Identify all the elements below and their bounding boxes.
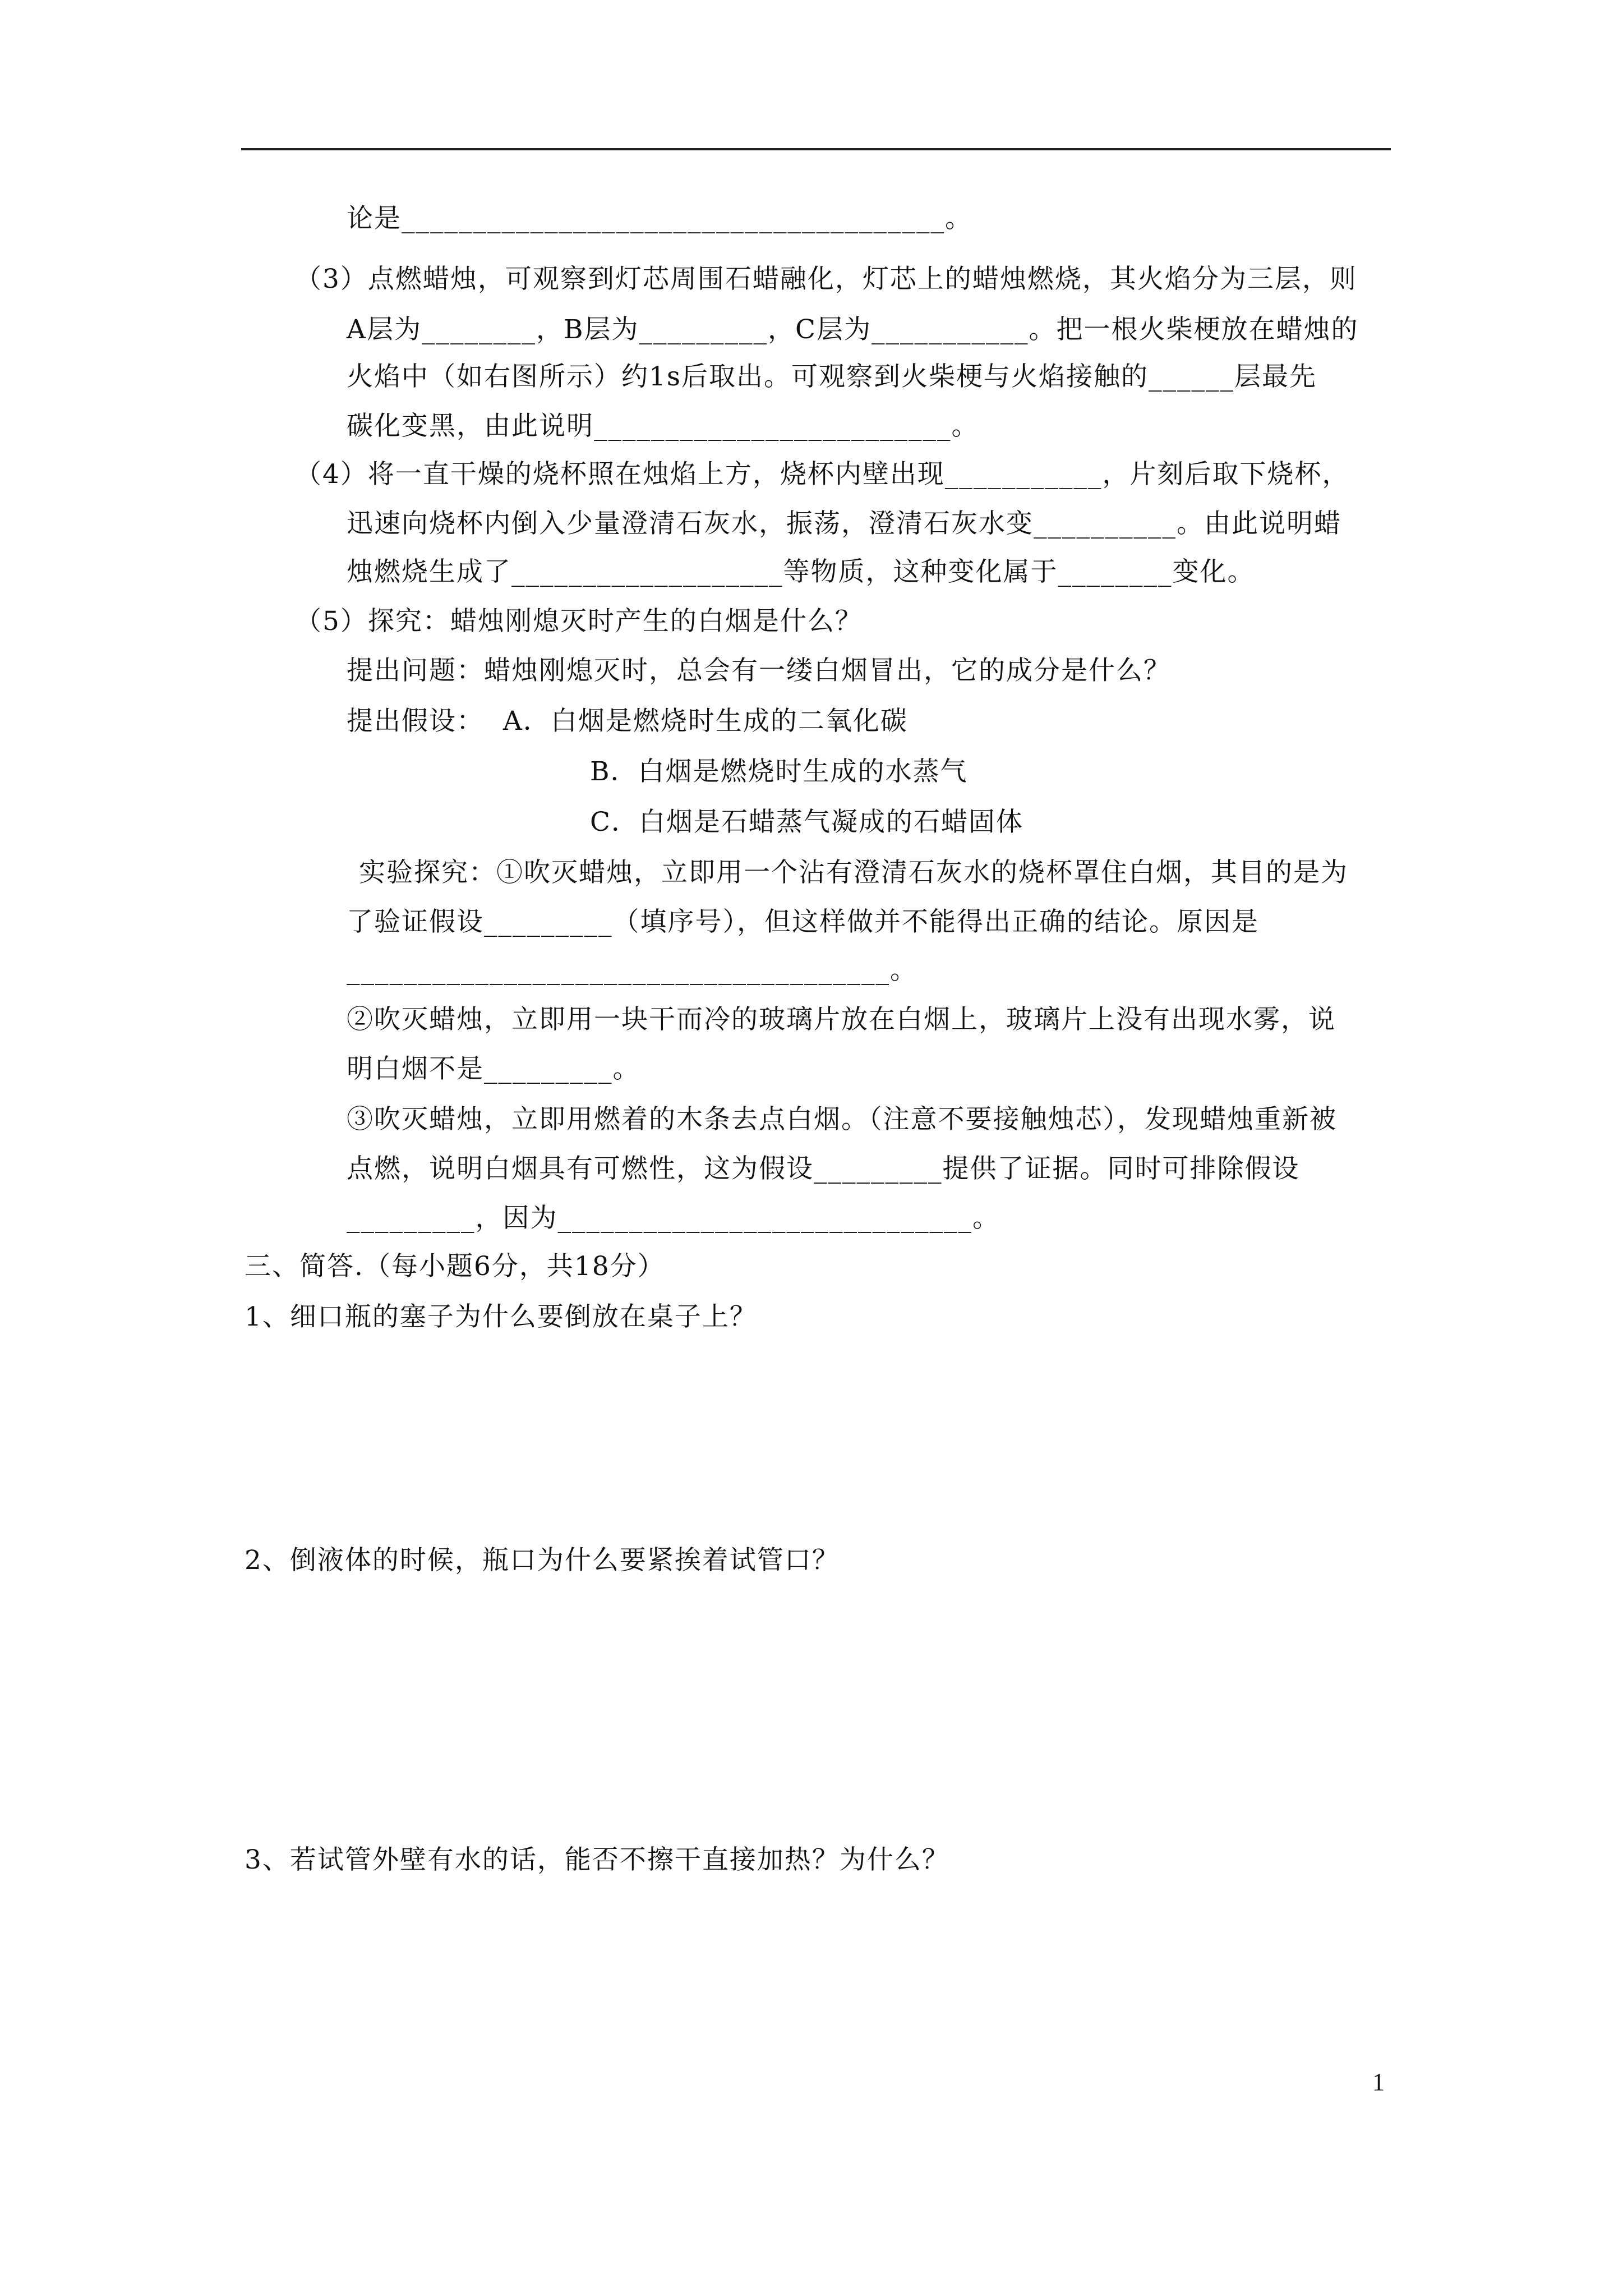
text-line: 烛燃烧生成了___________________等物质，这种变化属于________变化。 [347,556,1255,587]
text-line: 迅速向烧杯内倒入少量澄清石灰水，振荡，澄清石灰水变__________。由此说明蜡 [347,508,1341,539]
text-line: 了验证假设_________（填序号），但这样做并不能得出正确的结论。原因是 [347,907,1259,937]
text-line: （3）点燃蜡烛，可观察到灯芯周围石蜡融化，灯芯上的蜡烛燃烧，其火焰分为三层，则 [295,264,1357,295]
text-line: 火焰中（如右图所示）约1s后取出。可观察到火柴梗与火焰接触的______层最先 [347,361,1317,392]
text-line: 提出问题：蜡烛刚熄灭时，总会有一缕白烟冒出，它的成分是什么？ [347,655,1171,686]
question-2: 2、倒液体的时候，瓶口为什么要紧挨着试管口？ [245,1545,840,1576]
text-line: （4）将一直干燥的烧杯照在烛焰上方，烧杯内壁出现___________，片刻后取下烧杯， [295,459,1350,490]
text-line: A层为________，B层为_________，C层为___________。把一根火柴梗放在蜡烛的 [347,314,1359,345]
text-line: ③吹灭蜡烛，立即用燃着的木条去点白烟。（注意不要接触烛芯），发现蜡烛重新被 [347,1104,1337,1135]
question-3: 3、若试管外壁有水的话，能否不擦干直接加热？为什么？ [245,1844,949,1875]
text-line: 碳化变黑，由此说明_________________________。 [347,411,979,441]
question-1: 1、细口瓶的塞子为什么要倒放在桌子上？ [245,1301,757,1332]
text-line: 点燃，说明白烟具有可燃性，这为假设_________提供了证据。同时可排除假设 [347,1153,1300,1184]
text-line: ______________________________________。 [347,955,917,986]
header-rule [241,148,1391,150]
text-line: （5）探究：蜡烛刚熄灭时产生的白烟是什么？ [295,606,863,637]
section-heading: 三、简答.（每小题6分，共18分） [245,1251,665,1282]
text-line: B．白烟是燃烧时生成的水蒸气 [590,756,968,787]
page-number: 1 [1372,2068,1385,2096]
text-line: 论是______________________________________。 [347,203,972,234]
text-line: C．白烟是石蜡蒸气凝成的石蜡固体 [590,807,1023,838]
text-line: 实验探究：①吹灭蜡烛，立即用一个沾有澄清石灰水的烧杯罩住白烟，其目的是为 [359,857,1348,888]
text-line: _________，因为_____________________________。 [347,1203,1000,1234]
text-line: 提出假设： A．白烟是燃烧时生成的二氧化碳 [347,706,908,737]
text-line: 明白烟不是_________。 [347,1053,640,1084]
text-line: ②吹灭蜡烛，立即用一块干而冷的玻璃片放在白烟上，玻璃片上没有出现水雾，说 [347,1004,1336,1035]
